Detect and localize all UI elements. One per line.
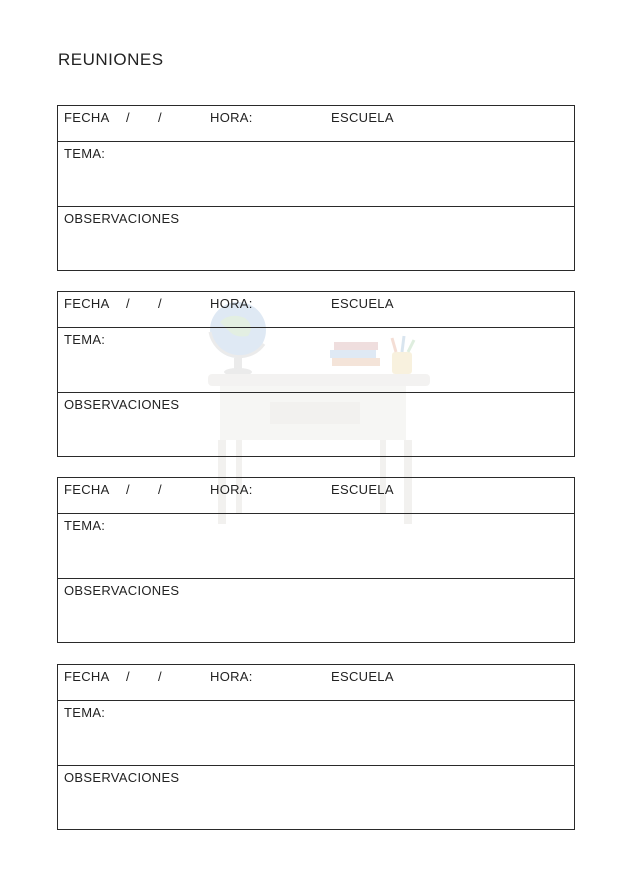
escuela-label: ESCUELA bbox=[331, 669, 394, 684]
hora-label: HORA: bbox=[210, 296, 253, 311]
fecha-label: FECHA bbox=[64, 296, 110, 311]
observaciones-field[interactable] bbox=[58, 393, 574, 457]
fecha-label: FECHA bbox=[64, 110, 110, 125]
tema-label: TEMA: bbox=[64, 518, 106, 533]
escuela-label: ESCUELA bbox=[331, 296, 394, 311]
meeting-block bbox=[57, 477, 575, 643]
tema-field[interactable] bbox=[58, 328, 574, 393]
meeting-header-row[interactable] bbox=[58, 478, 574, 514]
hora-label: HORA: bbox=[210, 482, 253, 497]
fecha-label: FECHA bbox=[64, 669, 110, 684]
date-separator: / bbox=[126, 110, 130, 125]
observaciones-label: OBSERVACIONES bbox=[64, 770, 180, 785]
tema-label: TEMA: bbox=[64, 705, 106, 720]
fecha-label: FECHA bbox=[64, 482, 110, 497]
observaciones-field[interactable] bbox=[58, 579, 574, 643]
date-separator: / bbox=[126, 296, 130, 311]
observaciones-label: OBSERVACIONES bbox=[64, 211, 180, 226]
observaciones-field[interactable] bbox=[58, 766, 574, 830]
meeting-block bbox=[57, 291, 575, 457]
date-separator: / bbox=[126, 669, 130, 684]
observaciones-label: OBSERVACIONES bbox=[64, 583, 180, 598]
hora-label: HORA: bbox=[210, 110, 253, 125]
page-title: REUNIONES bbox=[58, 50, 164, 69]
observaciones-label: OBSERVACIONES bbox=[64, 397, 180, 412]
meeting-header-row[interactable] bbox=[58, 665, 574, 701]
date-separator: / bbox=[158, 110, 162, 125]
tema-field[interactable] bbox=[58, 142, 574, 207]
tema-label: TEMA: bbox=[64, 146, 106, 161]
meeting-block bbox=[57, 664, 575, 830]
escuela-label: ESCUELA bbox=[331, 482, 394, 497]
meeting-header-row[interactable] bbox=[58, 292, 574, 328]
observaciones-field[interactable] bbox=[58, 207, 574, 271]
date-separator: / bbox=[158, 296, 162, 311]
meeting-block bbox=[57, 105, 575, 271]
meeting-header-row[interactable] bbox=[58, 106, 574, 142]
tema-field[interactable] bbox=[58, 514, 574, 579]
date-separator: / bbox=[158, 482, 162, 497]
tema-label: TEMA: bbox=[64, 332, 106, 347]
date-separator: / bbox=[126, 482, 130, 497]
tema-field[interactable] bbox=[58, 701, 574, 766]
date-separator: / bbox=[158, 669, 162, 684]
hora-label: HORA: bbox=[210, 669, 253, 684]
escuela-label: ESCUELA bbox=[331, 110, 394, 125]
